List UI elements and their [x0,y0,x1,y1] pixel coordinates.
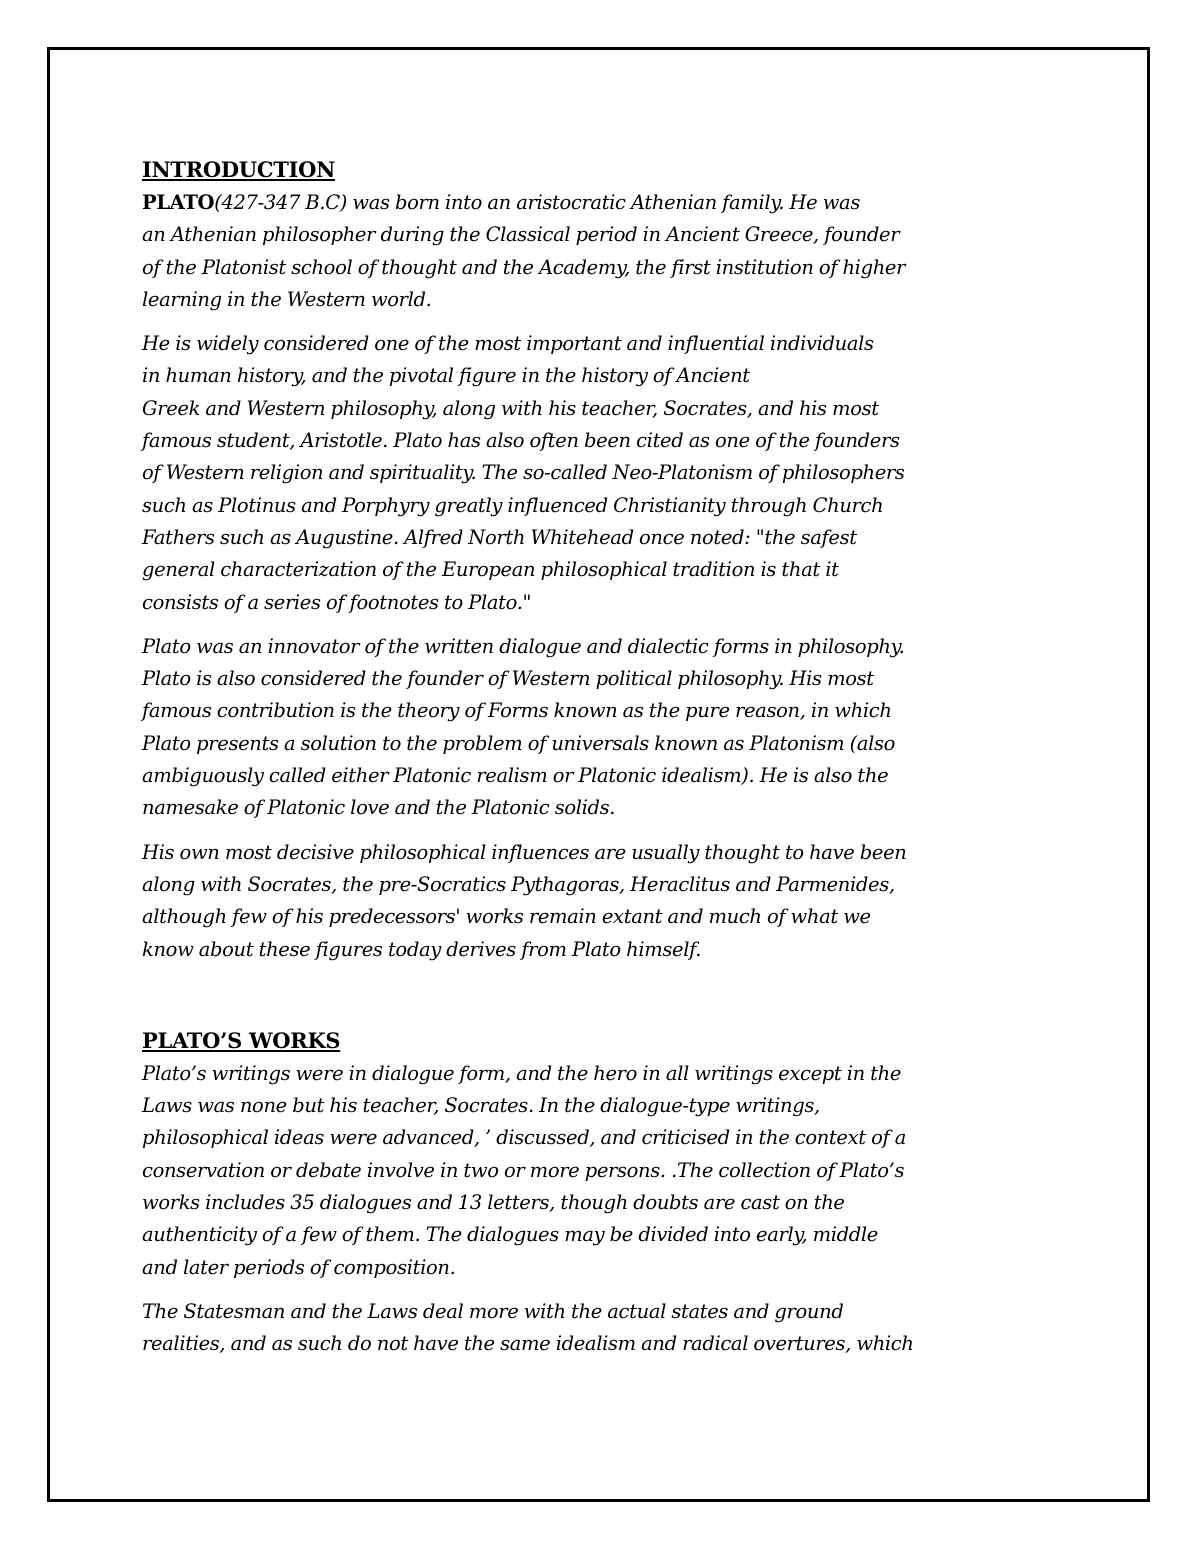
paragraph-line: works includes 35 dialogues and 13 letters, though doubts are cast on the [142,1191,845,1215]
paragraph-line: The Statesman and the Laws deal more with the actual states and ground [142,1299,844,1323]
paragraph-line: Fathers such as Augustine. Alfred North Whitehead once noted: "the safest [142,525,857,549]
paragraph-line: PLATO(427-347 B.C) was born into an aristocratic Athenian family. He was [142,191,860,214]
paragraph-line: Plato was an innovator of the written dialogue and dialectic forms in philosophy. [142,634,905,658]
paragraph-line: an Athenian philosopher during the Classical period in Ancient Greece, founder [142,223,900,247]
paragraph-line: although few of his predecessors' works remain extant and much of what we [142,905,871,929]
paragraph-line: of the Platonist school of thought and the Academy, the first institution of higher [142,255,906,279]
paragraph-line: philosophical ideas were advanced, ’ discussed, and criticised in the context of a [142,1126,906,1150]
paragraph-line: in human history, and the pivotal figure in the history of Ancient [142,364,750,388]
paragraph-line: famous student, Aristotle. Plato has also often been cited as one of the founders [142,429,900,453]
paragraph-line: such as Plotinus and Porphyry greatly influenced Christianity through Church [142,493,884,517]
paragraph-line: ambiguously called either Platonic realism or Platonic idealism). He is also the [142,764,889,788]
paragraph-line: authenticity of a few of them. The dialogues may be divided into early, middle [142,1223,878,1247]
paragraph-line: consists of a series of footnotes to Plato." [142,590,532,614]
paragraph-line: conservation or debate involve in two or more persons. .The collection of Plato’s [142,1158,905,1182]
paragraph-line: Laws was none but his teacher, Socrates. In the dialogue-type writings, [142,1094,820,1118]
document-body [142,155,1062,1373]
introduction-heading: INTRODUCTION [142,157,335,182]
paragraph-line: His own most decisive philosophical influences are usually thought to have been [142,840,907,864]
intro-paragraph-4 [142,837,1062,966]
intro-paragraph-3 [142,631,1062,825]
paragraph-line: Plato’s writings were in dialogue form, and the hero in all writings except in the [142,1061,902,1085]
paragraph-line: Plato presents a solution to the problem of universals known as Platonism (also [142,731,896,755]
paragraph-line: He is widely considered one of the most important and influential individuals [142,332,874,356]
intro-paragraph-1 [142,187,1062,316]
paragraph-line: of Western religion and spirituality. The so-called Neo-Platonism of philosophers [142,461,905,485]
paragraph-line: realities, and as such do not have the same idealism and radical overtures, which [142,1332,914,1356]
paragraph-line: Greek and Western philosophy, along with his teacher, Socrates, and his most [142,396,879,420]
paragraph-line: along with Socrates, the pre-Socratics Pythagoras, Heraclitus and Parmenides, [142,872,895,896]
paragraph-line: Plato is also considered the founder of Western political philosophy. His most [142,667,874,691]
works-paragraph-2 [142,1296,1062,1361]
intro-paragraph-2 [142,328,1062,619]
works-paragraph-1 [142,1058,1062,1284]
paragraph-line: and later periods of composition. [142,1255,456,1279]
plato-lead: PLATO [142,191,215,214]
paragraph-line: famous contribution is the theory of Forms known as the pure reason, in which [142,699,892,723]
paragraph-line: learning in the Western world. [142,287,432,311]
platos-works-heading: PLATO’S WORKS [142,1027,341,1053]
paragraph-line: general characterization of the European philosophical tradition is that it [142,558,839,582]
paragraph-line: namesake of Platonic love and the Platonic solids. [142,796,616,820]
paragraph-line: know about these figures today derives from Plato himself. [142,937,702,961]
